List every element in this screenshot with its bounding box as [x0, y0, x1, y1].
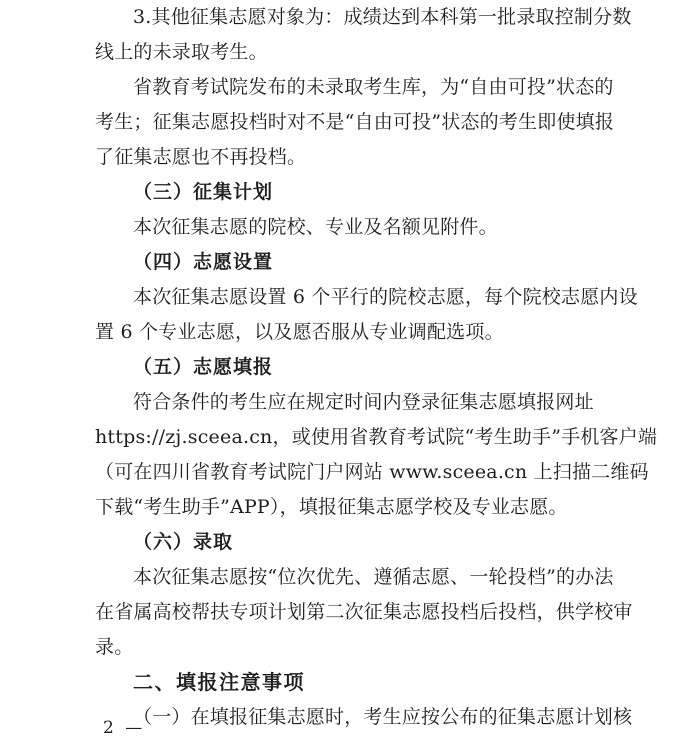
- text-line: https://zj.sceea.cn，或使用省教育考试院“考生助手”手机客户端: [95, 426, 658, 448]
- text-line: 在省属高校帮扶专项计划第二次征集志愿投档后投档，供学校审: [95, 601, 633, 623]
- text-line: 考生；征集志愿投档时对不是“自由可投”状态的考生即使填报: [95, 111, 615, 133]
- text-line: （一）在填报征集志愿时，考生应按公布的征集志愿计划核: [133, 706, 633, 728]
- heading-line: （三）征集计划: [133, 181, 274, 203]
- text-line: 线上的未录取考生。: [95, 41, 268, 63]
- text-line: 本次征集志愿的院校、专业及名额见附件。: [133, 216, 498, 238]
- text-line: 省教育考试院发布的未录取考生库，为“自由可投”状态的: [133, 76, 614, 98]
- heading-line: （四）志愿设置: [133, 251, 274, 273]
- heading-line: （六）录取: [133, 531, 234, 553]
- text-line: 下载“考生助手”APP），填报征集志愿学校及专业志愿。: [95, 496, 568, 518]
- heading-line: （五）志愿填报: [133, 356, 274, 378]
- text-line: 本次征集志愿设置 6 个平行的院校志愿，每个院校志愿内设: [133, 286, 638, 308]
- text-line: （可在四川省教育考试院门户网站 www.sceea.cn 上扫描二维码: [95, 461, 649, 483]
- text-line: 3.其他征集志愿对象为：成绩达到本科第一批录取控制分数: [133, 6, 632, 28]
- text-line: 符合条件的考生应在规定时间内登录征集志愿填报网址: [133, 391, 594, 413]
- heading-line: 二、填报注意事项: [133, 670, 305, 694]
- text-line: 了征集志愿也不再投档。: [95, 146, 307, 168]
- page-number: 2 —: [103, 718, 146, 738]
- text-line: 本次征集志愿按“位次优先、遵循志愿、一轮投档”的办法: [133, 566, 614, 588]
- text-line: 录。: [95, 636, 134, 658]
- document-body: [95, 0, 658, 735]
- text-line: 置 6 个专业志愿，以及愿否服从专业调配选项。: [95, 321, 504, 343]
